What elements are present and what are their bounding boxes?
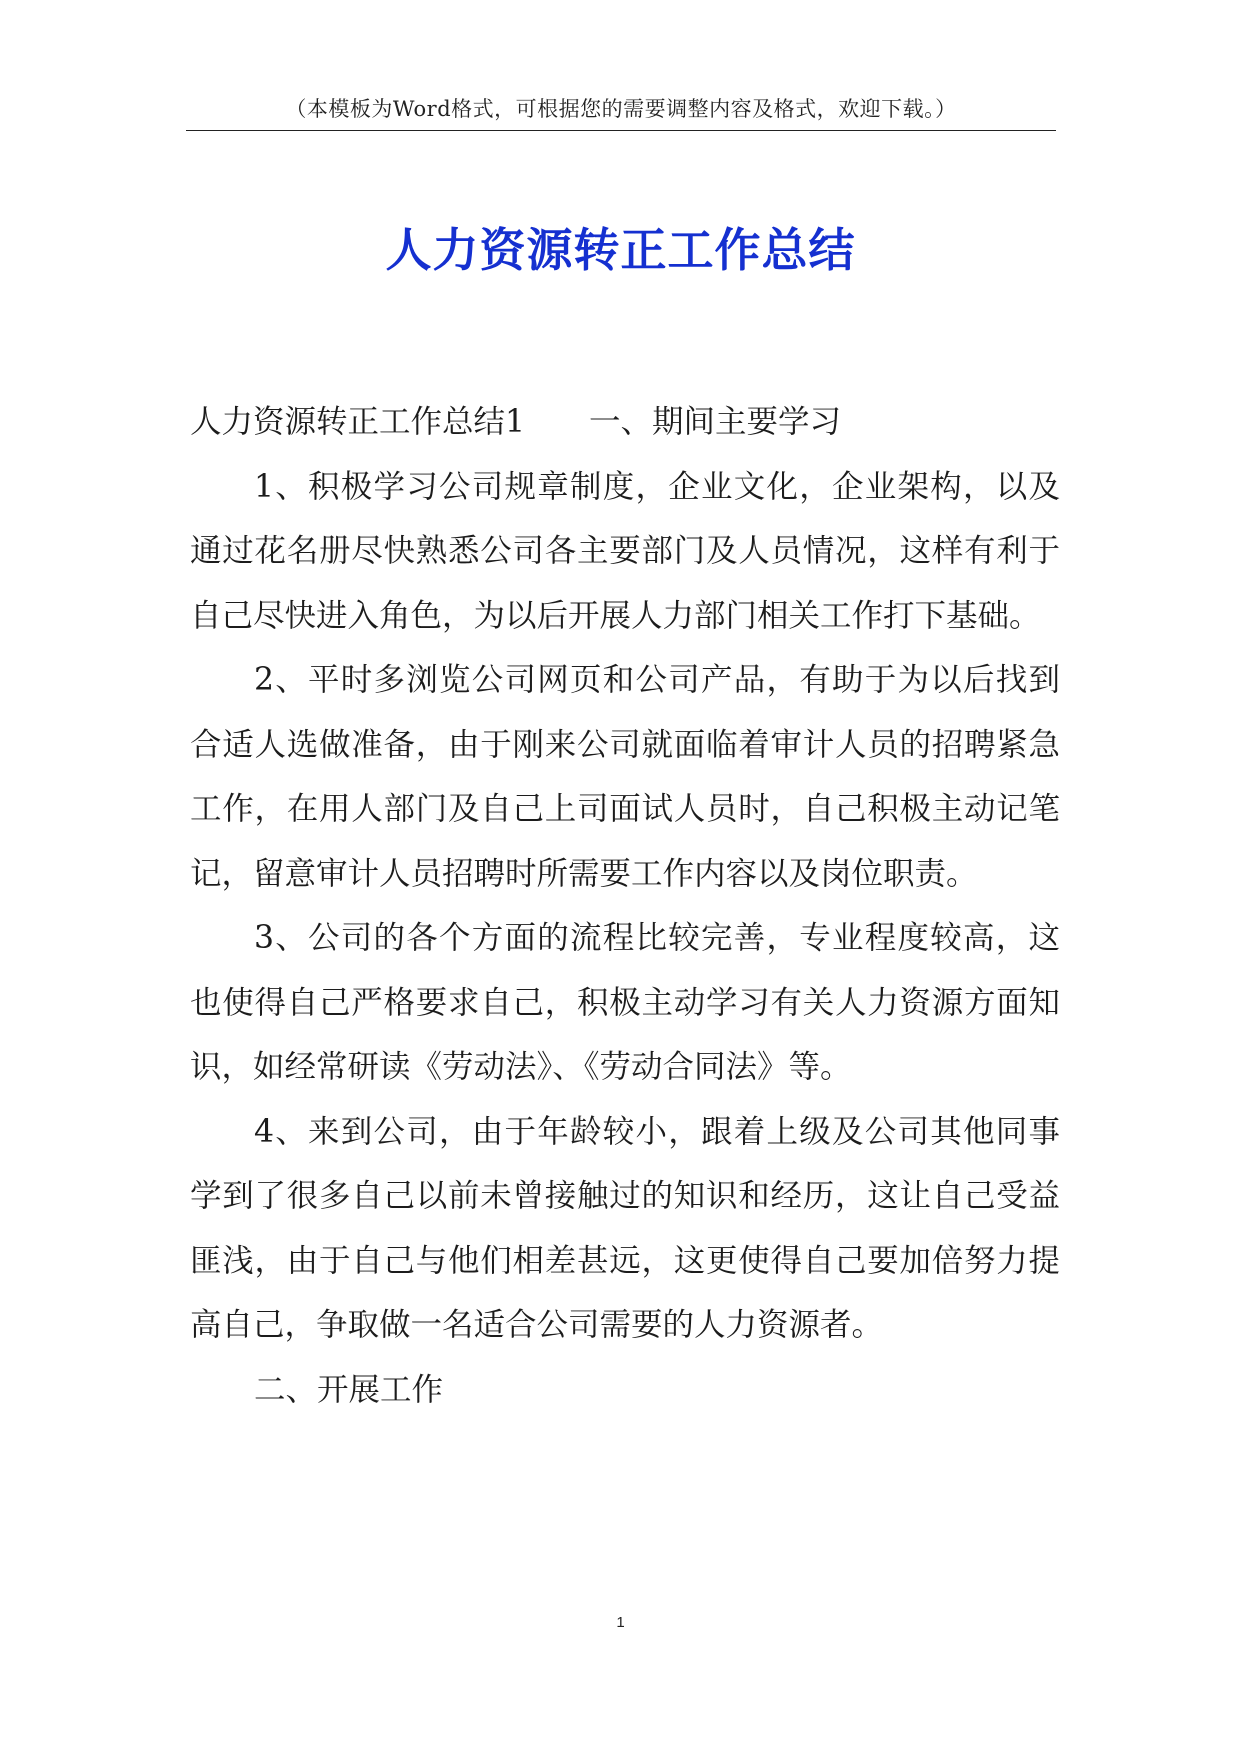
- paragraph-2: 2、平时多浏览公司网页和公司产品，有助于为以后找到合适人选做准备，由于刚来公司就面临着审计人员的招聘紧急工作，在用人部门及自己上司面试人员时，自己积极主动记笔记，留意审计人员招聘时所需要工作内容以及岗位职责。: [190, 662, 1060, 892]
- intro-line: [190, 390, 1060, 455]
- paragraph-3: 3、公司的各个方面的流程比较完善，专业程度较高，这也使得自己严格要求自己，积极主动学习有关人力资源方面知识，如经常研读《劳动法》、《劳动合同法》等。: [190, 920, 1060, 1085]
- paragraph-4: 4、来到公司，由于年龄较小，跟着上级及公司其他同事学到了很多自己以前未曾接触过的知识和经历，这让自己受益匪浅，由于自己与他们相差甚远，这更使得自己要加倍努力提高自己，争取做一名适合公司需要的人力资源者。: [190, 1113, 1060, 1343]
- document-title: 人力资源转正工作总结: [385, 223, 856, 277]
- paragraph-1: 1、积极学习公司规章制度，企业文化，企业架构，以及通过花名册尽快熟悉公司各主要部门及人员情况，这样有利于自己尽快进入角色，为以后开展人力部门相关工作打下基础。: [190, 468, 1060, 634]
- header-note: （本模板为Word格式，可根据您的需要调整内容及格式，欢迎下载。）: [285, 97, 957, 121]
- document-body: [190, 390, 1060, 1422]
- section-heading-1: 一、期间主要学习: [589, 404, 842, 440]
- header-divider: [186, 130, 1056, 131]
- intro-heading: 人力资源转正工作总结1: [190, 404, 526, 440]
- section-heading-2: 二、开展工作: [254, 1371, 444, 1408]
- page-number: 1: [616, 1614, 625, 1631]
